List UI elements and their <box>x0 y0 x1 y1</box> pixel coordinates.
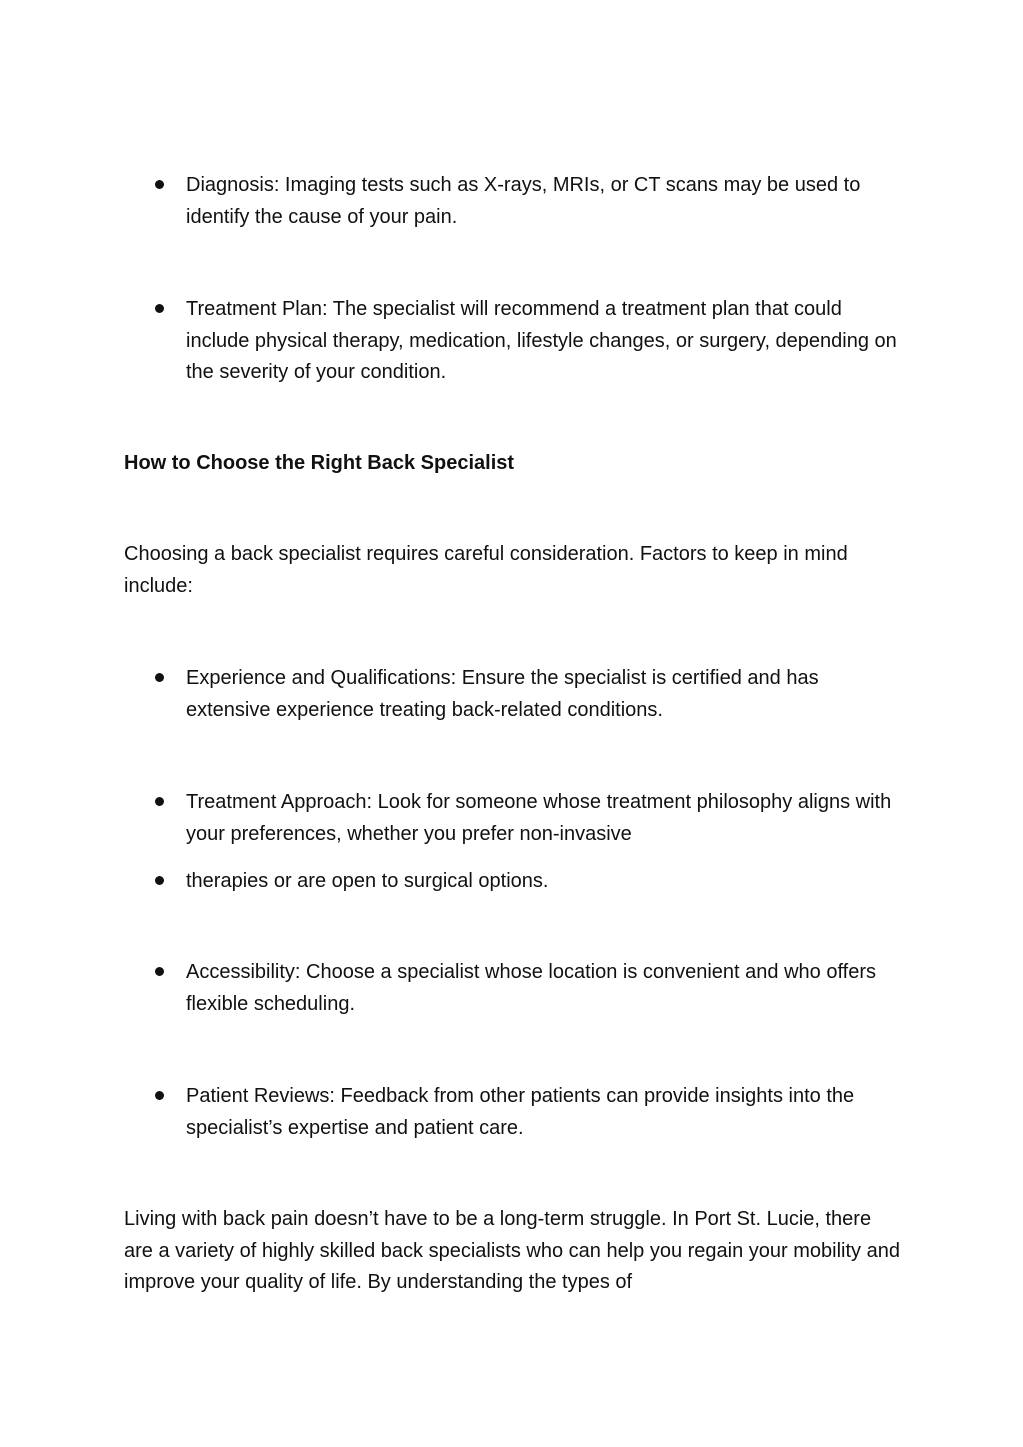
closing-paragraph: Living with back pain doesn’t have to be a long-term struggle. In Port St. Lucie, there are a variety of highly skilled back specialists who can help you regain your mobility and improve your quality of life. By understanding the types of <box>124 1208 900 1293</box>
list-item <box>155 957 905 1020</box>
list-item-text: Treatment Approach: Look for someone whose treatment philosophy aligns with your preferences, whether you prefer non-invasive <box>186 791 892 845</box>
list-item <box>155 170 905 233</box>
list-item <box>155 787 905 850</box>
list-item-text: therapies or are open to surgical options. <box>186 870 549 892</box>
bullet-icon <box>155 876 164 885</box>
bullet-icon <box>155 673 164 682</box>
bullet-icon <box>155 180 164 189</box>
list-item-text: Treatment Plan: The specialist will recommend a treatment plan that could include physical therapy, medication, lifestyle changes, or surgery, depending on the severity of your condition. <box>186 298 897 383</box>
list-item <box>155 1081 905 1144</box>
list-item-text: Diagnosis: Imaging tests such as X-rays, MRIs, or CT scans may be used to identify the cause of your pain. <box>186 174 861 228</box>
bullet-icon <box>155 304 164 313</box>
list-item <box>155 866 905 898</box>
bullet-icon <box>155 797 164 806</box>
list-item <box>155 294 905 389</box>
list-item-text: Patient Reviews: Feedback from other patients can provide insights into the specialist’s expertise and patient care. <box>186 1085 855 1139</box>
section-heading: How to Choose the Right Back Specialist <box>124 452 515 474</box>
bullet-icon <box>155 967 164 976</box>
section-intro: Choosing a back specialist requires careful consideration. Factors to keep in mind include: <box>124 543 848 597</box>
bullet-icon <box>155 1091 164 1100</box>
list-item <box>155 663 905 726</box>
list-item-text: Experience and Qualifications: Ensure the specialist is certified and has extensive experience treating back-related conditions. <box>186 667 819 721</box>
list-item-text: Accessibility: Choose a specialist whose location is convenient and who offers flexible scheduling. <box>186 961 876 1015</box>
